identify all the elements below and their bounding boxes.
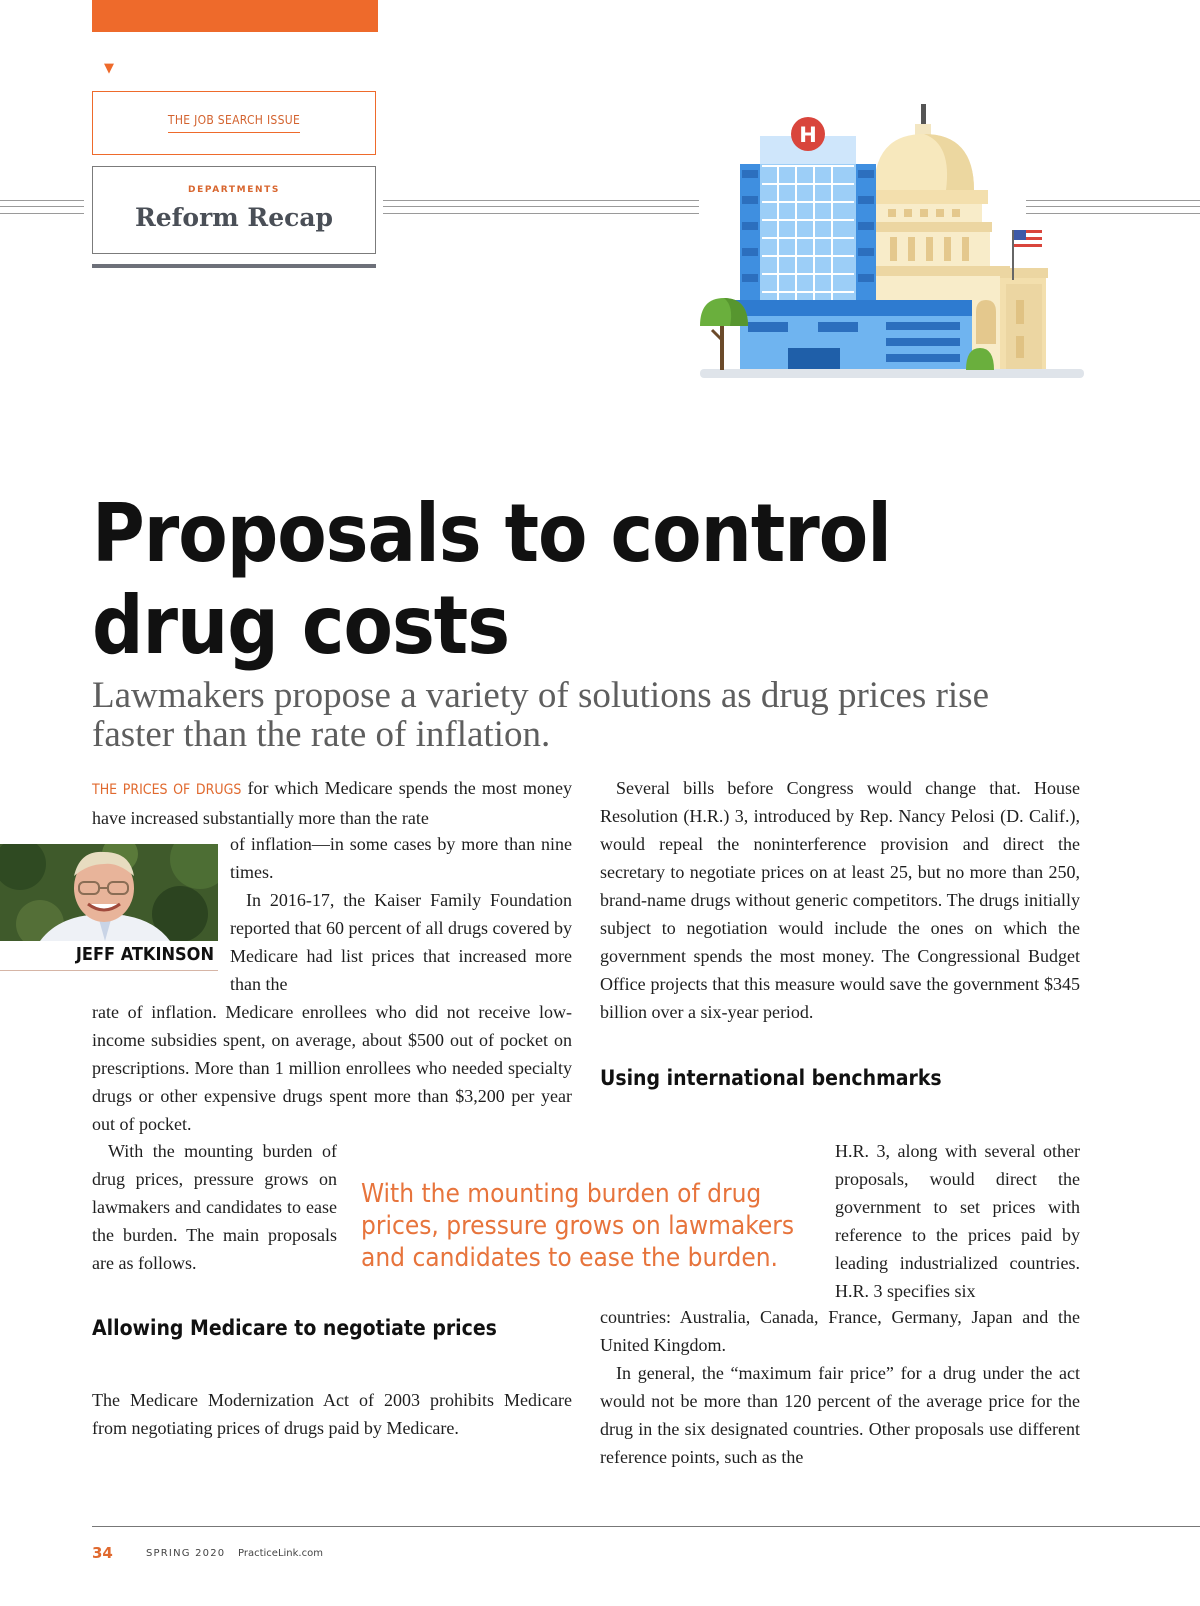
issue-season: SPRING 2020 [146, 1548, 226, 1559]
author-byline [0, 944, 218, 971]
paragraph-1a-text: for which Medicare spends the most money have increased substantially more than the rate [92, 778, 572, 828]
decorative-rule-left [0, 200, 84, 214]
page-number: 34 [92, 1544, 113, 1562]
header-accent-bar [92, 0, 378, 32]
issue-label: THE JOB SEARCH ISSUE [167, 113, 301, 127]
issue-box [92, 91, 376, 155]
paragraph-4: The Medicare Modernization Act of 2003 prohibits Medicare from negotiating prices of drugs paid by Medicare. [92, 1390, 572, 1438]
right-column-narrow [835, 1137, 1080, 1305]
paragraph-1b: of inflation—in some cases by more than nine times. [230, 834, 572, 882]
website-link[interactable]: PracticeLink.com [238, 1548, 323, 1559]
left-column-bottom [92, 1386, 572, 1442]
footer-rule [92, 1526, 1200, 1527]
title-line-1: Proposals to control [92, 487, 891, 580]
subhead-negotiate: Allowing Medicare to negotiate prices [92, 1316, 497, 1340]
hospital-sign-letter: H [799, 123, 817, 147]
right-column-top [600, 774, 1080, 1026]
down-triangle-icon: ▼ [104, 61, 114, 76]
paragraph-1a [92, 774, 572, 832]
ground-shadow [700, 369, 1084, 378]
subhead-benchmarks: Using international benchmarks [600, 1066, 942, 1090]
left-column-continue [92, 998, 572, 1138]
paragraph-5: Several bills before Congress would change that. House Resolution (H.R.) 3, introduced by Rep. Nancy Pelosi (D. Calif.), would repeal the noninterference provision and direct the secretary to negotiate prices on at least 25, but no more than 250, brand-name drugs without generic competitors. The drugs initially subject to negotiation would include the ones on which the government spends the most money. The Congressional Budget Office projects that this measure would save the government $345 billion over a six-year period. [600, 778, 1080, 1022]
department-title: Reform Recap [134, 203, 334, 232]
left-column-wrap [230, 830, 572, 998]
author-name: JEFF ATKINSON [75, 944, 214, 965]
title-line-2: drug costs [92, 579, 510, 672]
department-box [92, 166, 376, 254]
paragraph-3: With the mounting burden of drug prices, pressure grows on lawmakers and candidates to ease the burden. The main proposals are as follows. [92, 1141, 337, 1273]
decorative-rule-middle [383, 200, 699, 214]
paragraph-2a: In 2016-17, the Kaiser Family Foundation reported that 60 percent of all drugs covered by Medicare had list prices that increased more than the [230, 890, 572, 994]
article-title [92, 488, 992, 672]
pull-quote: With the mounting burden of drug prices, pressure grows on lawmakers and candidates to ease the burden. [361, 1179, 795, 1273]
department-rule [92, 264, 376, 268]
hospital-capitol-illustration [700, 104, 1084, 394]
paragraph-2b: rate of inflation. Medicare enrollees who did not receive low-income subsidies spent, on average, about $500 out of pocket on prescriptions. More than 1 million enrollees who needed specialty drugs or other expensive drugs spent more than $3,200 per year out of pocket. [92, 1002, 572, 1134]
department-label: DEPARTMENTS [188, 185, 280, 195]
author-photo [0, 844, 218, 941]
paragraph-6a: H.R. 3, along with several other proposals, would direct the government to set prices with reference to the prices paid by leading industrialized countries. H.R. 3 specifies six [835, 1141, 1080, 1301]
paragraph-6b: countries: Australia, Canada, France, Germany, Japan and the United Kingdom. [600, 1307, 1080, 1355]
left-column-top [92, 774, 572, 832]
issue-underline [168, 132, 300, 133]
paragraph-7: In general, the “maximum fair price” for a drug under the act would not be more than 120 percent of the average price for the drug in the six designated countries. Other proposals use different reference points, such as the [600, 1363, 1080, 1467]
article-subtitle: Lawmakers propose a variety of solutions as drug prices rise faster than the rate of inflation. [92, 675, 989, 755]
lead-in: THE PRICES OF DRUGS [92, 782, 242, 798]
right-column-bottom [600, 1303, 1080, 1471]
left-column-narrow [92, 1137, 337, 1277]
